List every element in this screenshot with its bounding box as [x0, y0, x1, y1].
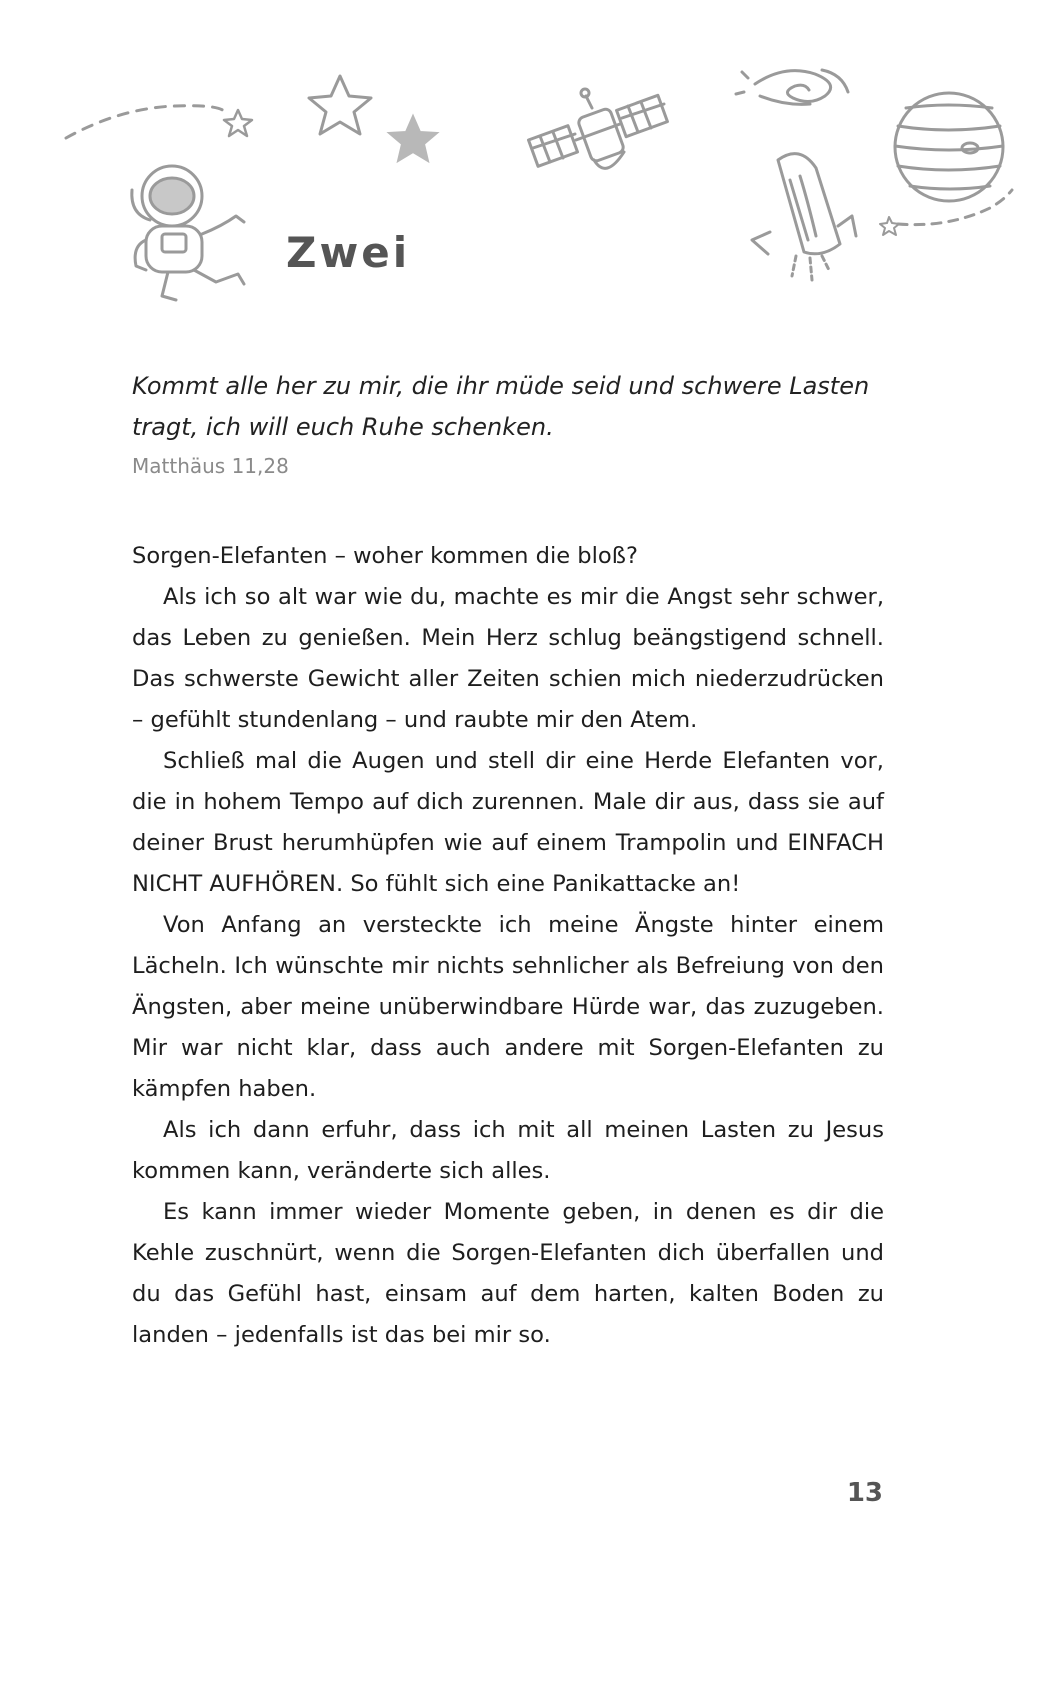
paragraph: Von Anfang an versteckte ich meine Ängste hinter einem Lächeln. Ich wünschte mir nichts sehnlicher als Befreiung von den Ängsten, aber meine unüberwindbare Hürde war, das zuzugeben. Mir war nicht klar, dass auch andere mit Sorgen-Elefanten zu kämpfen haben. [132, 912, 884, 1102]
paragraph: Als ich so alt war wie du, machte es mir die Angst sehr schwer, das Leben zu genießen. Mein Herz schlug beängstigend schnell. Das schwerste Gewicht aller Zeiten schien mich niederzudrücken – gefühlt stundenlang – und raubte mir den Atem. [132, 584, 884, 733]
small-star-icon [224, 110, 252, 136]
dashed-trail-left [66, 106, 225, 138]
satellite-icon [528, 89, 667, 168]
chapter-title: Zwei [286, 228, 411, 277]
paragraph: Schließ mal die Augen und stell dir eine Herde Elefanten vor, die in hohem Tempo auf dich zurennen. Male dir aus, dass sie auf deiner Brust herumhüpfen wie auf einem Trampolin und EINFACH NICHT AUFHÖREN. So fühlt sich eine Panikattacke an! [132, 748, 884, 897]
epigraph-quote: Kommt alle her zu mir, die ihr müde seid und schwere Lasten tragt, ich will euch Ruhe schenken. [132, 372, 870, 441]
body-text [132, 536, 884, 1356]
space-illustration-header [0, 0, 1063, 340]
star-filled-icon [389, 116, 437, 161]
planet-icon [895, 93, 1003, 201]
page-number: 13 [846, 1478, 883, 1508]
paragraph: Es kann immer wieder Momente geben, in denen es dir die Kehle zuschnürt, wenn die Sorgen-Elefanten dich überfallen und du das Gefühl hast, einsam auf dem harten, kalten Boden zu landen – jedenfalls ist das bei mir so. [132, 1199, 884, 1348]
galaxy-icon [736, 70, 848, 104]
astronaut-icon [132, 166, 244, 300]
epigraph-source: Matthäus 11,28 [132, 454, 289, 478]
epigraph [132, 366, 912, 480]
paragraph: Als ich dann erfuhr, dass ich mit all meinen Lasten zu Jesus kommen kann, veränderte sich alles. [132, 1117, 884, 1184]
paragraph: Sorgen-Elefanten – woher kommen die bloß? [132, 543, 638, 569]
star-outline-icon [309, 76, 371, 134]
rocket-icon [752, 154, 856, 280]
dashed-trail-right [898, 190, 1012, 225]
tiny-star-icon [880, 217, 899, 235]
